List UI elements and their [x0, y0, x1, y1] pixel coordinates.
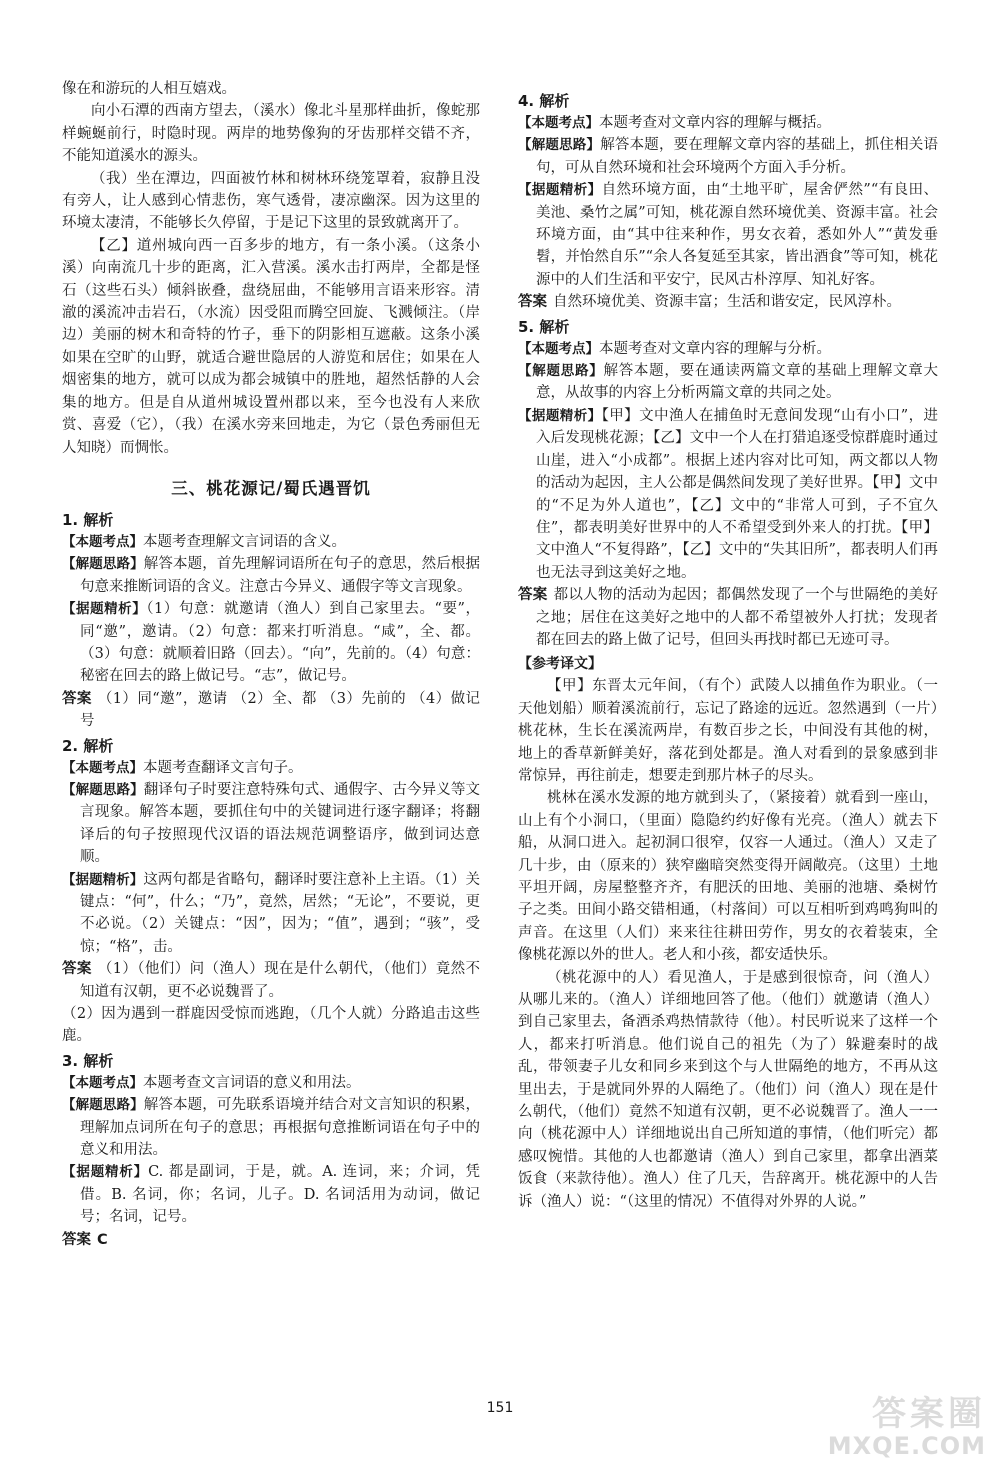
jingxi-text: C. 都是副词，于是，就。A. 连词，来；介词，凭借。B. 名词，你；名词，儿子。D. 名词活用为动词，做记号；名词，记号。	[80, 1164, 481, 1226]
answer	[62, 688, 480, 733]
paragraph: （我）坐在潭边，四面被竹林和树林环绕笼罩着，寂静且没有旁人，让人感到心情悲伤，寒气透骨，凄凉幽深。因为这里的环境太凄清，不能够长久停留，于是记下这里的景致就离开了。	[62, 170, 480, 232]
silu-text: 解答本题，要在通读两篇文章的基础上理解文章大意，从故事的内容上分析两篇文章的共同之处。	[536, 363, 939, 402]
question-3	[62, 1050, 480, 1251]
watermark	[812, 1382, 990, 1464]
jingxi-text: 这两句都是省略句，翻译时要注意补上主语。（1）关键点：“何”，什么；“乃”，竟然，居然；“无论”，不要说，更不必说。（2）关键点：“因”，因为；“值”，遇到；“骇”，受惊；“格”，击。	[80, 871, 481, 955]
right-column	[518, 88, 938, 1213]
answer	[62, 1229, 480, 1251]
translation-paragraph: （桃花源中的人）看见渔人，于是感到很惊奇，问（渔人）从哪儿来的。（渔人）详细地回答了他。（他们）就邀请（渔人）到自己家里去，备酒杀鸡热情款待（他）。村民听说来了这样一个人，都来打听消息。他们说自己的祖先（为了）躲避秦时的战乱，带领妻子儿女和同乡来到这个与人世隔绝的地方，不再从这里出去，于是就同外界的人隔绝了。（他们）问（渔人）现在是什么朝代，（他们）竟然不知道有汉朝，更不必说魏晋了。渔人一一向（桃花源中人）详细地说出自己所知道的事情，（他们听完）都感叹惋惜。其他的人也都邀请（渔人）到自己家里，都拿出酒菜饭食（来款待他）。渔人）住了几天，告辞离开。桃花源中的人告诉（渔人）说：“（这里的情况）不值得对外界的人说。”	[518, 969, 938, 1210]
answer	[518, 584, 938, 651]
reference-translation-heading: 【参考译文】	[518, 656, 602, 673]
silu	[62, 779, 480, 869]
kaodian	[62, 1072, 480, 1094]
kaodian-tag: 【本题考点】	[62, 759, 143, 776]
page-number: 151	[486, 1400, 514, 1416]
question-heading: 5. 解析	[518, 317, 570, 336]
translation-paragraph: 【甲】东晋太元年间，（有个）武陵人以捕鱼作为职业。（一天他划船）顺着溪流前行，忘记了路途的远近。忽然遇到（一片）桃花林，生长在溪流两岸，有数百步之长，中间没有其他的树，地上的香草新鲜美好，落花到处都是。渔人对看到的景象感到非常惊异，再往前走，想要走到那片林子的尽头。	[518, 678, 938, 784]
paragraph: 向小石潭的西南方望去，（溪水）像北斗星那样曲折，像蛇那样蜿蜒前行，时隐时现。两岸的地势像狗的牙齿那样交错不齐，不能知道溪水的源头。	[62, 103, 480, 165]
jingxi-tag: 【据题精析】	[62, 871, 144, 888]
kaodian-tag: 【本题考点】	[518, 115, 599, 131]
kaodian-text: 本题考查对文章内容的理解与概括。	[599, 115, 831, 131]
kaodian-tag: 【本题考点】	[62, 1074, 143, 1091]
jingxi-tag: 【据题精析】	[62, 601, 147, 618]
question-1	[62, 509, 480, 733]
jingxi	[518, 405, 938, 584]
kaodian	[62, 757, 480, 779]
paragraph: 像在和游玩的人相互嬉戏。	[62, 81, 236, 97]
question-4	[518, 90, 938, 314]
jingxi-tag: 【据题精析】	[62, 1164, 149, 1181]
kaodian-text: 本题考查文言词语的意义和用法。	[143, 1074, 361, 1091]
watermark-url: MXQE.COM	[827, 1432, 986, 1460]
question-heading: 2. 解析	[62, 736, 114, 755]
silu-text: 翻译句子时要注意特殊句式、通假字、古今异义等文言现象。解答本题，要抓住句中的关键词进行逐字翻译；将翻译后的句子按照现代汉语的语法规范调整语序，做到词达意顺。	[80, 781, 480, 866]
jingxi-text: 自然环境方面，由“土地平旷，屋舍俨然”“有良田、美池、桑竹之属”可知，桃花源自然环境优美、资源丰富。社会环境方面，由“其中往来种作，男女衣着，悉如外人”“黄发垂髫，并怡然自乐”“余人各复延至其家，皆出酒食”等可知，桃花源中的人们生活和平安宁，民风古朴淳厚、知礼好客。	[536, 182, 938, 288]
question-heading: 3. 解析	[62, 1051, 114, 1070]
jingxi-tag: 【据题精析】	[518, 182, 602, 199]
answer-text-2: （2）因为遇到一群鹿因受惊而逃跑，（几个人就）分路追击这些鹿。	[62, 1006, 480, 1045]
kaodian	[518, 112, 938, 134]
jingxi	[518, 179, 938, 291]
silu-tag: 【解题思路】	[62, 556, 144, 573]
answer-tag: 答案	[518, 587, 548, 604]
silu-text: 解答本题，首先理解词语所在句子的意思，然后根据句意来推断词语的含义。注意古今异义、通假字等文言现象。	[80, 556, 480, 595]
kaodian	[62, 531, 480, 553]
answer-text: （1）（他们）问（渔人）现在是什么朝代，（他们）竟然不知道有汉朝，更不必说魏晋了。	[80, 961, 480, 1000]
silu-text: 解答本题，可先联系语境并结合对文言知识的积累，理解加点词所在句子的意思；再根据句意推断词语在句子中的意义和用法。	[80, 1097, 480, 1159]
question-heading: 1. 解析	[62, 510, 114, 529]
jingxi	[62, 598, 480, 688]
kaodian-tag: 【本题考点】	[518, 340, 599, 357]
paragraph: 【乙】道州城向西一百多步的地方，有一条小溪。（这条小溪）向南流几十步的距离，汇入营溪。溪水击打两岸，全都是怪石（这些石头）倾斜嵌叠，盘绕屈曲，不能够用言语来形容。清澈的溪流冲击岩石，（水流）因受阻而腾空回旋、飞溅倾注。（岸边）美丽的树木和奇特的竹子，垂下的阴影相互遮蔽。这条小溪如果在空旷的山野，就适合避世隐居的人游览和居住；如果在人烟密集的地方，就可以成为都会城镇中的胜地，超然恬静的人会集的地方。但是自从道州城设置州郡以来，至今也没有人来欣赏、喜爱（它），（我）在溪水旁来回地走，为它（景色秀丽但无人知晓）而惆怅。	[62, 237, 480, 456]
translation-paragraph: 桃林在溪水发源的地方就到头了，（紧接着）就看到一座山，山上有个小洞口，（里面）隐隐约约好像有光亮。（渔人）就去下船，从洞口进入。起初洞口很窄，仅容一人通过。（渔人）又走了几十步，由（原来的）狭窄幽暗突然变得开阔敞亮。（这里）土地平坦开阔，房屋整整齐齐，有肥沃的田地、美丽的池塘、桑树竹子之类。田间小路交错相通，（村落间）可以互相听到鸡鸣狗叫的声音。在这里（人们）来来往往耕田劳作，男女的衣着装束，全像桃花源以外的世人。老人和小孩，都安适快乐。	[518, 790, 938, 964]
jingxi-text: 【甲】文中渔人在捕鱼时无意间发现“山有小口”，进入后发现桃花源；【乙】文中一个人在打猎追逐受惊群鹿时通过山崖，进入“小成都”。根据上述内容对比可知，两文都以人物的活动为起因，主人公都是偶然间发现了美好世界。【甲】文中的“不足为外人道也”，【乙】文中的“非常人可到，子不宜久住”，都表明美好世界中的人不希望受到外来人的打扰。【甲】文中渔人“不复得路”，【乙】文中的“失其旧所”，都表明人们再也无法寻到这美好之地。	[536, 407, 939, 581]
jingxi-tag: 【据题精析】	[518, 407, 602, 424]
silu	[518, 134, 938, 179]
question-heading: 4. 解析	[518, 92, 570, 110]
left-column	[62, 78, 480, 1251]
jingxi-text: （1）句意：就邀请（渔人）到自己家里去。“要”，同“邀”，邀请。（2）句意：都来打听消息。“咸”，全、都。（3）句意：就顺着旧路（回去）。“向”，先前的。（4）句意：秘密在回去的路上做记号。“志”，做记号。	[80, 601, 480, 685]
silu-tag: 【解题思路】	[518, 363, 604, 380]
silu	[62, 553, 480, 598]
watermark-text: 答案圈	[872, 1394, 986, 1434]
answer-text: 自然环境优美、资源丰富；生活和谐安定，民风淳朴。	[553, 294, 901, 311]
kaodian-text: 本题考查对文章内容的理解与分析。	[599, 340, 831, 357]
silu-tag: 【解题思路】	[518, 137, 601, 154]
silu	[518, 360, 938, 405]
kaodian-tag: 【本题考点】	[62, 533, 143, 550]
answer	[518, 291, 938, 313]
silu-tag: 【解题思路】	[62, 781, 144, 798]
answer-tag: 答案	[62, 961, 92, 978]
answer-text: （1）同“邀”，邀请 （2）全、都 （3）先前的 （4）做记号	[80, 690, 480, 730]
answer-text: C	[97, 1231, 108, 1248]
answer-text: 都以人物的活动为起因；都偶然发现了一个与世隔绝的美好之地；居住在这美好之地中的人都不希望被外人打扰；发现者都在回去的路上做了记号，但回头再找时都已无迹可寻。	[536, 587, 938, 648]
answer	[62, 958, 480, 1003]
answer-tag: 答案	[518, 294, 547, 311]
jingxi	[62, 869, 480, 959]
kaodian-text: 本题考查翻译文言句子。	[143, 759, 303, 776]
answer-tag: 答案	[62, 1231, 91, 1248]
section-title: 三、桃花源记/蜀氏遇晋饥	[171, 478, 371, 498]
jingxi	[62, 1161, 480, 1228]
answer-tag: 答案	[62, 690, 92, 707]
question-5	[518, 316, 938, 652]
kaodian	[518, 338, 938, 360]
question-2	[62, 735, 480, 1048]
kaodian-text: 本题考查理解文言词语的含义。	[143, 533, 346, 550]
silu-text: 解答本题，要在理解文章内容的基础上，抓住相关语句，可从自然环境和社会环境两个方面入手分析。	[536, 137, 939, 176]
silu	[62, 1094, 480, 1161]
silu-tag: 【解题思路】	[62, 1097, 144, 1114]
